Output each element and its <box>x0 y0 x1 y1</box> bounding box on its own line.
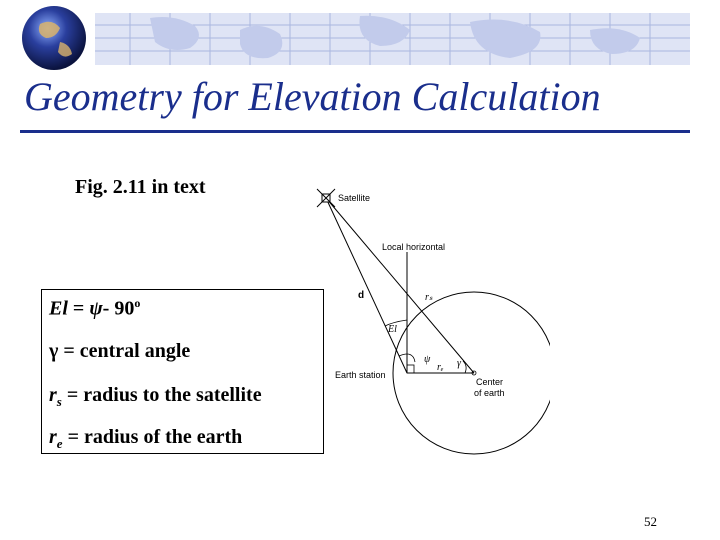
definition-rs: $r_s$ = radius to the satellite <box>49 384 262 409</box>
definitions-box <box>41 289 324 454</box>
title-divider <box>20 130 690 133</box>
rs-label: rₛ <box>425 292 433 303</box>
header-banner <box>0 0 720 75</box>
page-number: 52 <box>644 514 657 529</box>
slant-range-label: d <box>358 290 365 301</box>
page-title: Geometry for Elevation Calculation <box>24 74 601 119</box>
local-horizontal-label: Local horizontal <box>382 242 446 252</box>
satellite-icon <box>317 189 335 207</box>
definition-elevation: El = ψ- 90$^o$ <box>49 296 141 320</box>
elevation-geometry-diagram <box>300 180 550 460</box>
right-angle-marker <box>407 365 414 373</box>
slant-range-line <box>326 198 407 373</box>
definition-central-angle: γ = central angle <box>49 340 191 362</box>
gamma-label: γ <box>457 358 461 369</box>
definition-re: $r_e$ = radius of the earth <box>49 426 243 451</box>
psi-label: ψ <box>424 354 431 365</box>
globe-icon <box>22 6 86 70</box>
satellite-label: Satellite <box>338 193 371 203</box>
center-label-2: of earth <box>474 388 505 398</box>
re-label: rₑ <box>437 362 444 373</box>
satellite-radius-line <box>326 198 474 373</box>
center-label: Center <box>476 377 504 387</box>
earth-station-label: Earth station <box>335 370 386 380</box>
elevation-label: El <box>388 324 397 335</box>
figure-caption: Fig. 2.11 in text <box>75 176 206 198</box>
